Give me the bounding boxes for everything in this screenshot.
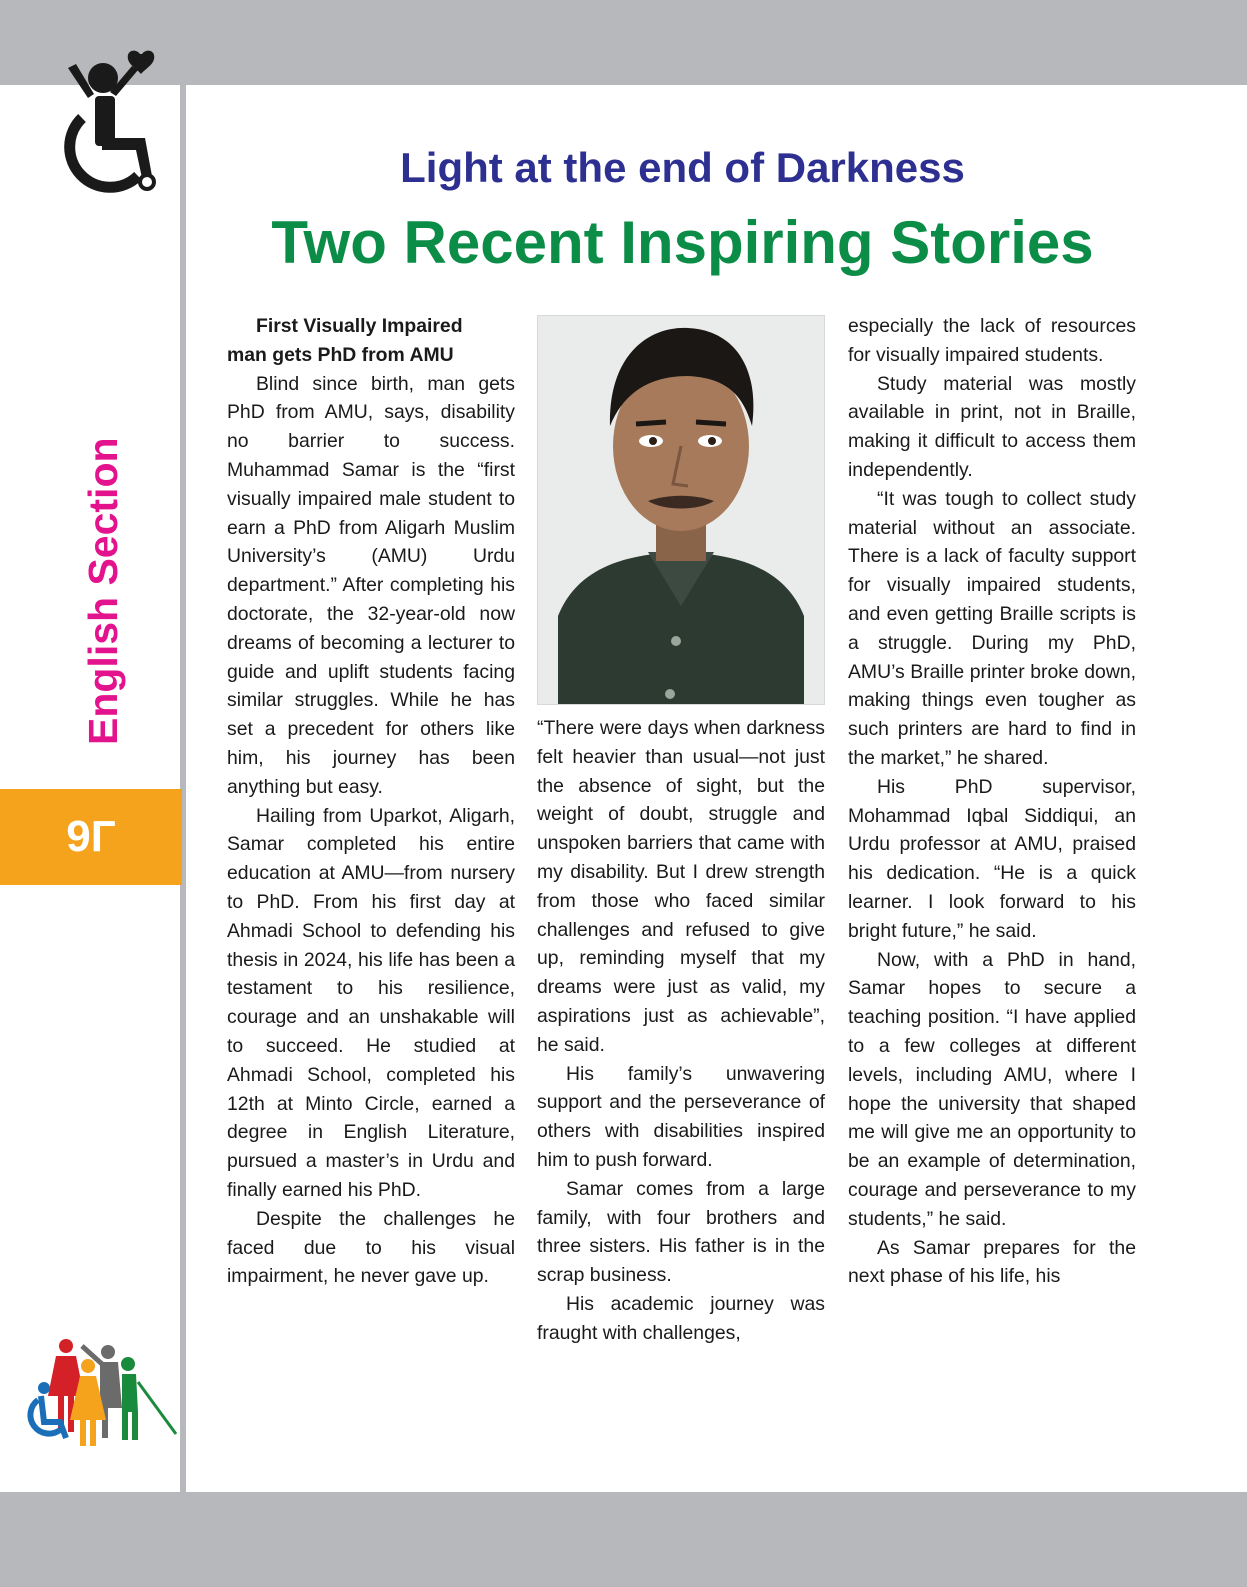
paragraph: Despite the challenges he faced due to his visual impairment, he never gave up. <box>227 1207 515 1288</box>
section-label: English Section <box>80 437 126 745</box>
paragraph: Study material was mostly available in print, not in Braille, making it difficult to access them independently. <box>848 372 1136 481</box>
article-column-1 <box>227 312 515 1291</box>
disability-group-icon <box>26 1338 186 1456</box>
paragraph: His family’s unwavering support and the perseverance of others with disabilities inspired him to push forward. <box>537 1062 825 1171</box>
page-number-tab: 9Г <box>0 789 182 885</box>
paragraph: Samar comes from a large family, with four brothers and three sisters. His father is in the scrap business. <box>537 1177 825 1287</box>
paragraph: Blind since birth, man gets PhD from AMU, says, disability no barrier to success. Muhammad Samar is the “first visually impaired male student to earn a PhD from Aligarh Muslim University’s (AMU) Urdu department.” After completing his doctorate, the 32-year-old now dreams of becoming a lecturer to guide and uplift students facing similar struggles. While he has set a precedent for others like him, his journey has been anything but easy. <box>227 372 515 798</box>
article-column-3 <box>848 312 1136 1291</box>
headline: Two Recent Inspiring Stories <box>271 209 1094 276</box>
wheelchair-user-heart-icon <box>40 48 170 198</box>
portrait-photo <box>537 315 825 705</box>
paragraph: “There were days when darkness felt heavier than usual—not just the absence of sight, but the weight of doubt, struggle and unspoken barriers that came with my disability. But I drew strength from those who faced similar challenges and refused to give up, reminding myself that my dreams were just as valid, my aspirations just as achievable”, he said. <box>537 717 825 1056</box>
paragraph: His academic journey was fraught with challenges, <box>537 1292 825 1344</box>
paragraph: Hailing from Uparkot, Aligarh, Samar completed his entire education at AMU—from nursery to PhD. From his first day at Ahmadi School to defending his thesis in 2024, his life has been a testament to his resilience, courage and an unshakable will to succeed. He studied at Ahmadi School, completed his 12th at Minto Circle, earned a degree in English Literature, pursued a master’s in Urdu and finally earned his PhD. <box>227 804 515 1201</box>
paragraph: “It was tough to collect study material without an associate. There is a lack of faculty support for visually impaired students, and even getting Braille scripts is a struggle. During my PhD, AMU’s Braille printer broke down, making things even tougher as such printers are hard to find in the market,” he shared. <box>848 487 1136 769</box>
paragraph: Now, with a PhD in hand, Samar hopes to secure a teaching position. “I have applied to a few colleges at different levels, including AMU, where I hope the university that shaped me will give me an opportunity to be an example of determination, courage and perseverance to my students,” he said. <box>848 948 1136 1230</box>
paragraph: His PhD supervisor, Mohammad Iqbal Siddiqui, an Urdu professor at AMU, praised his dedication. “He is a quick learner. I look forward to his bright future,” he said. <box>848 775 1136 942</box>
portrait-illustration <box>538 316 824 704</box>
bottom-band <box>0 1492 1247 1587</box>
article-subhead-line-1: First Visually Impaired <box>256 315 463 337</box>
top-band <box>0 0 1247 85</box>
article-subhead-line-2: man gets PhD from AMU <box>227 343 454 366</box>
paragraph: especially the lack of resources for visually impaired students. <box>848 315 1136 366</box>
paragraph: As Samar prepares for the next phase of his life, his <box>848 1236 1136 1288</box>
article-column-2 <box>537 714 825 1348</box>
kicker-title: Light at the end of Darkness <box>400 144 965 191</box>
